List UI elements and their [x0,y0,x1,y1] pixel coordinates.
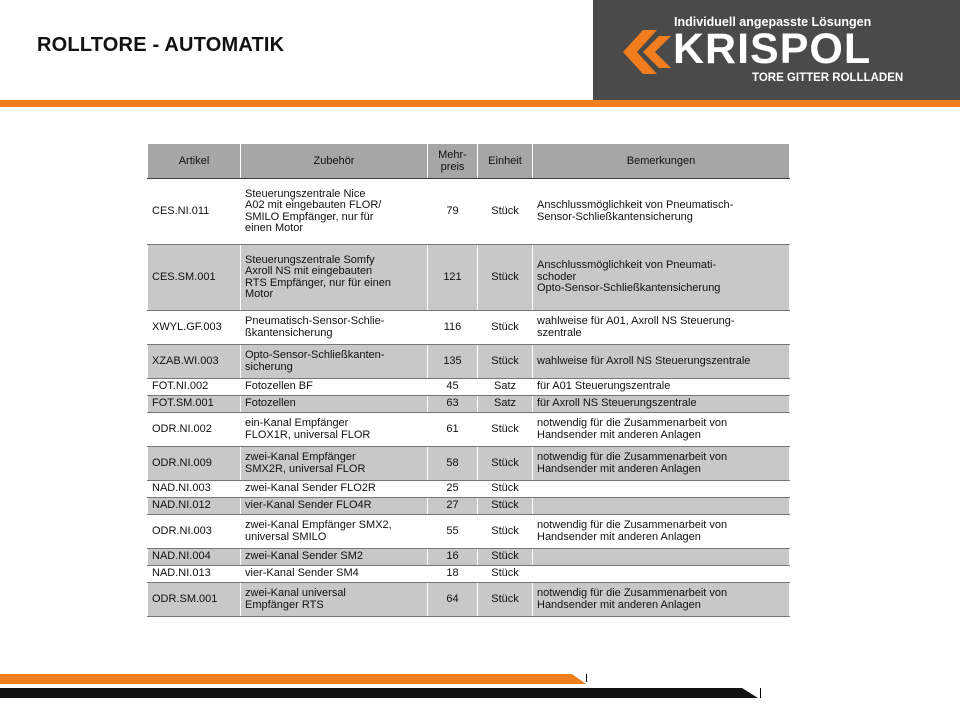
einheit-cell: Stück [478,345,533,379]
einheit-cell: Stück [478,549,533,566]
artikel-cell: ODR.NI.002 [148,413,241,447]
bemerkung-cell: wahlweise für A01, Axroll NS Steuerung- szentrale [533,311,790,345]
artikel-cell: NAD.NI.012 [148,498,241,515]
zubehoer-cell: Fotozellen BF [241,379,428,396]
zubehoer-cell: ein-Kanal Empfänger FLOX1R, universal FLOR [241,413,428,447]
mehrpreis-cell: 121 [428,245,478,311]
logo-tagline: Individuell angepasste Lösungen [674,15,872,29]
artikel-cell: ODR.SM.001 [148,583,241,617]
table-row [148,549,790,566]
bemerkung-cell: notwendig für die Zusammenarbeit von Handsender mit anderen Anlagen [533,515,790,549]
bemerkung-cell [533,549,790,566]
artikel-cell: CES.SM.001 [148,245,241,311]
zubehoer-cell: Pneumatisch-Sensor-Schlie- ßkantensicherung [241,311,428,345]
table-body [148,179,790,617]
mehrpreis-cell: 63 [428,396,478,413]
einheit-cell: Stück [478,583,533,617]
einheit-cell: Stück [478,515,533,549]
zubehoer-cell: vier-Kanal Sender SM4 [241,566,428,583]
column-header-artikel: Artikel [148,144,241,179]
table-row [148,566,790,583]
einheit-cell: Stück [478,245,533,311]
mehrpreis-cell: 18 [428,566,478,583]
krispol-logo [593,0,960,100]
table-row [148,481,790,498]
zubehoer-cell: Opto-Sensor-Schließkanten- sicherung [241,345,428,379]
column-header-zubehoer: Zubehör [241,144,428,179]
zubehoer-cell: Steuerungszentrale Nice A02 mit eingebauten FLOR/ SMILO Empfänger, nur für einen Motor [241,179,428,245]
mehrpreis-cell: 116 [428,311,478,345]
table-header-row [148,144,790,179]
table-row [148,311,790,345]
zubehoer-cell: vier-Kanal Sender FLO4R [241,498,428,515]
artikel-cell: ODR.NI.009 [148,447,241,481]
column-header-bemerkungen: Bemerkungen [533,144,790,179]
bemerkung-cell: notwendig für die Zusammenarbeit von Handsender mit anderen Anlagen [533,583,790,617]
logo-name: KRISPOL [673,25,872,73]
table-row [148,179,790,245]
bemerkung-cell [533,481,790,498]
einheit-cell: Stück [478,481,533,498]
header-divider [0,100,960,107]
einheit-cell: Stück [478,566,533,583]
column-header-mehrpreis: Mehr- preis [428,144,478,179]
zubehoer-cell: zwei-Kanal Empfänger SMX2R, universal FLOR [241,447,428,481]
einheit-cell: Satz [478,379,533,396]
artikel-cell: NAD.NI.013 [148,566,241,583]
artikel-cell: FOT.SM.001 [148,396,241,413]
mehrpreis-cell: 16 [428,549,478,566]
table-row [148,447,790,481]
logo-subline: TORE GITTER ROLLLADEN [752,72,904,84]
bemerkung-cell: für Axroll NS Steuerungszentrale [533,396,790,413]
page-title: ROLLTORE - AUTOMATIK [37,34,285,56]
mehrpreis-cell: 135 [428,345,478,379]
footer-dark-tick [760,688,761,698]
table-row [148,379,790,396]
bemerkung-cell: für A01 Steuerungszentrale [533,379,790,396]
bemerkung-cell [533,566,790,583]
artikel-cell: CES.NI.011 [148,179,241,245]
einheit-cell: Stück [478,498,533,515]
accessories-table-container [147,143,789,618]
column-header-einheit: Einheit [478,144,533,179]
table-row [148,345,790,379]
footer-orange-bar [0,674,586,684]
table-row [148,245,790,311]
krispol-chevron-icon [623,30,671,74]
bemerkung-cell [533,498,790,515]
artikel-cell: XWYL.GF.003 [148,311,241,345]
bemerkung-cell: Anschlussmöglichkeit von Pneumatisch- Sensor-Schließkantensicherung [533,179,790,245]
mehrpreis-cell: 45 [428,379,478,396]
accessories-table [147,143,790,617]
table-row [148,413,790,447]
mehrpreis-cell: 58 [428,447,478,481]
table-row [148,498,790,515]
einheit-cell: Stück [478,413,533,447]
einheit-cell: Stück [478,179,533,245]
mehrpreis-cell: 61 [428,413,478,447]
bemerkung-cell: Anschlussmöglichkeit von Pneumati- schoder Opto-Sensor-Schließkantensicherung [533,245,790,311]
artikel-cell: NAD.NI.004 [148,549,241,566]
footer-dark-bar [0,688,760,698]
artikel-cell: FOT.NI.002 [148,379,241,396]
zubehoer-cell: Steuerungszentrale Somfy Axroll NS mit eingebauten RTS Empfänger, nur für einen Motor [241,245,428,311]
einheit-cell: Stück [478,447,533,481]
artikel-cell: XZAB.WI.003 [148,345,241,379]
mehrpreis-cell: 25 [428,481,478,498]
bemerkung-cell: wahlweise für Axroll NS Steuerungszentrale [533,345,790,379]
zubehoer-cell: zwei-Kanal universal Empfänger RTS [241,583,428,617]
zubehoer-cell: zwei-Kanal Sender SM2 [241,549,428,566]
table-row [148,515,790,549]
bemerkung-cell: notwendig für die Zusammenarbeit von Handsender mit anderen Anlagen [533,447,790,481]
mehrpreis-cell: 79 [428,179,478,245]
mehrpreis-cell: 55 [428,515,478,549]
artikel-cell: ODR.NI.003 [148,515,241,549]
artikel-cell: NAD.NI.003 [148,481,241,498]
footer-orange-tick [586,674,587,682]
einheit-cell: Stück [478,311,533,345]
mehrpreis-cell: 64 [428,583,478,617]
table-row [148,396,790,413]
zubehoer-cell: Fotozellen [241,396,428,413]
zubehoer-cell: zwei-Kanal Sender FLO2R [241,481,428,498]
bemerkung-cell: notwendig für die Zusammenarbeit von Handsender mit anderen Anlagen [533,413,790,447]
zubehoer-cell: zwei-Kanal Empfänger SMX2, universal SMILO [241,515,428,549]
table-row [148,583,790,617]
einheit-cell: Satz [478,396,533,413]
mehrpreis-cell: 27 [428,498,478,515]
